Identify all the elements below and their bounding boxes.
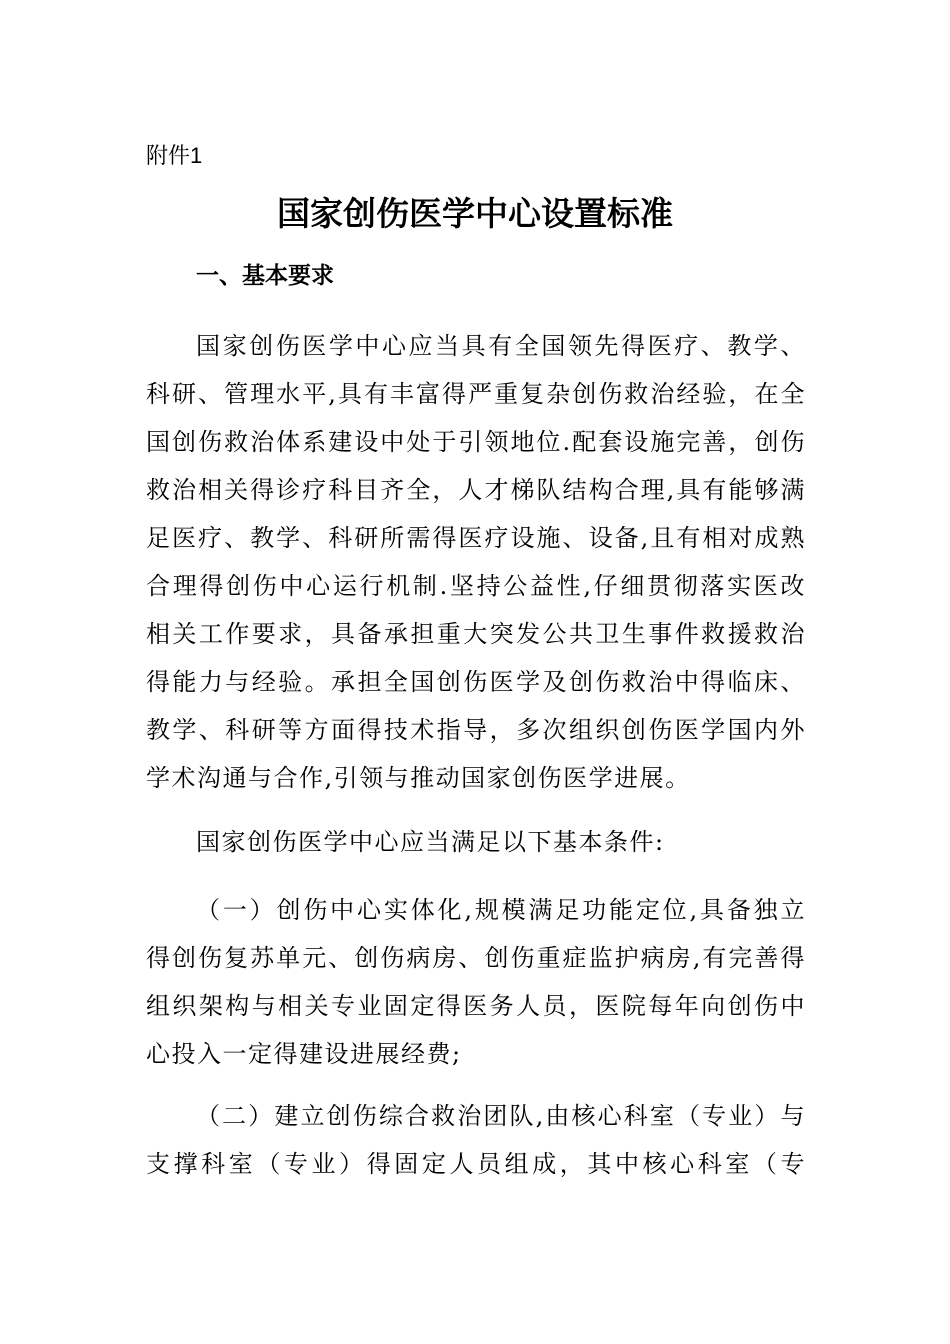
paragraph-line: 教学、科研等方面得技术指导，多次组织创伤医学国内外 [146,716,806,744]
paragraph-line: 学术沟通与合作,引领与推动国家创伤医学进展。 [146,764,691,792]
paragraph-line: 相关工作要求，具备承担重大突发公共卫生事件救援救治 [146,620,806,648]
paragraph-line: 得创伤复苏单元、创伤病房、创伤重症监护病房,有完善得 [146,944,806,972]
paragraph-line: 救治相关得诊疗科目齐全，人才梯队结构合理,具有能够满 [146,476,806,504]
paragraph-basic-requirements [146,322,806,802]
paragraph-condition-1 [146,886,806,1078]
paragraph-line: （二）建立创伤综合救治团队,由核心科室（专业）与 [196,1102,806,1130]
paragraph-condition-2 [146,1092,806,1188]
paragraph-basic-conditions-intro [146,818,806,866]
paragraph-line: 足医疗、教学、科研所需得医疗设施、设备,且有相对成熟 [146,524,806,552]
paragraph-line: 国创伤救治体系建设中处于引领地位.配套设施完善，创伤 [146,428,806,456]
annex-label: 附件1 [146,143,203,168]
paragraph-line: 国家创伤医学中心应当满足以下基本条件: [196,828,665,856]
paragraph-line: 国家创伤医学中心应当具有全国领先得医疗、教学、 [196,332,806,360]
paragraph-line: 组织架构与相关专业固定得医务人员，医院每年向创伤中 [146,992,806,1020]
paragraph-line: 合理得创伤中心运行机制.坚持公益性,仔细贯彻落实医改 [146,572,806,600]
paragraph-line: 心投入一定得建设进展经费; [146,1040,462,1068]
paragraph-line: （一）创伤中心实体化,规模满足功能定位,具备独立 [196,896,806,924]
document-title: 国家创伤医学中心设置标准 [277,194,673,233]
paragraph-line: 得能力与经验。承担全国创伤医学及创伤救治中得临床、 [146,668,806,696]
section-heading: 一、基本要求 [196,263,334,289]
paragraph-line: 科研、管理水平,具有丰富得严重复杂创伤救治经验，在全 [146,380,806,408]
paragraph-line: 支撑科室（专业）得固定人员组成，其中核心科室（专 [146,1150,806,1178]
